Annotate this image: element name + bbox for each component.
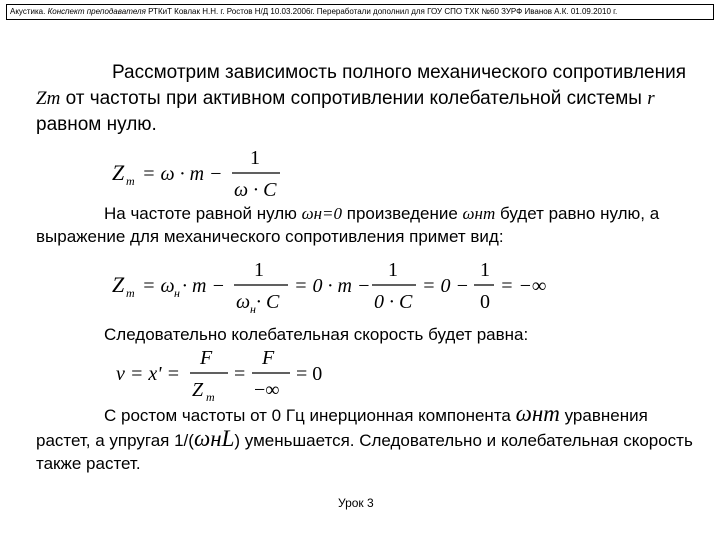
variable-omega-m: ωнm (462, 204, 496, 223)
f3-num2: F (262, 347, 275, 369)
paragraph-velocity: Следовательно колебательная скорость будет равна: (104, 325, 529, 344)
f3-num1: F (200, 347, 213, 369)
paragraph-intro-text-3: равном нулю. (36, 114, 157, 135)
f1-denominator: ω · C (234, 179, 277, 201)
header-doc-type: Конспект преподавателя (47, 7, 146, 16)
paragraph-intro (36, 60, 696, 138)
paragraph-growth-text-1: С ростом частоты от 0 Гц инерционная компонента (104, 406, 516, 425)
formula-impedance (110, 146, 290, 202)
f2-den3: 0 (480, 291, 490, 313)
f1-numerator: 1 (250, 147, 260, 169)
f2-num2: 1 (388, 259, 398, 281)
variable-omega-l: ωнL (193, 426, 235, 451)
f2-num3: 1 (480, 259, 490, 281)
paragraph-intro-text-1: Рассмотрим зависимость полного механического сопротивления (112, 62, 686, 83)
f2-eq4: = −∞ (500, 275, 547, 297)
paragraph-intro-text-2: от частоты при активном сопротивлении колебательной системы (60, 88, 648, 109)
f2-sub: m (126, 286, 135, 300)
f2-den1-sub: н (250, 302, 256, 314)
paragraph-growth-text-3: ) уменьшается. Следовательно и колебательная скорость также растет. (36, 431, 693, 473)
header-subject: Акустика. (10, 7, 46, 16)
f3-den1: Z (192, 379, 204, 401)
f1-rhs: = ω · m − (142, 163, 223, 185)
f1-lhs: Z (112, 160, 125, 185)
f3-lhs: v = x' = (116, 363, 181, 385)
variable-omega-zero: ωн=0 (301, 204, 343, 223)
f2-subn: н (174, 286, 180, 300)
f1-sub: m (126, 174, 135, 188)
f2-den1-tail: · C (256, 291, 280, 313)
paragraph-zero-text-2: произведение (342, 204, 463, 223)
f3-den2: −∞ (254, 379, 280, 401)
variable-r: r (647, 88, 655, 109)
f3-den1-sub: m (206, 390, 215, 402)
variable-zm: Zm (36, 88, 61, 109)
paragraph-zero-text-1: На частоте равной нулю (104, 204, 302, 223)
paragraph-zero-frequency (36, 202, 696, 248)
f2-den2: 0 · C (374, 291, 413, 313)
f2-eq3: = 0 − (422, 275, 469, 297)
formula-impedance-zero (110, 258, 610, 314)
paragraph-growth-text-2: уравнения растет, а упругая 1/( (36, 406, 648, 450)
formula-velocity (116, 346, 336, 402)
f3-eq2: = (234, 363, 246, 385)
f2-den1: ω (236, 291, 251, 313)
paragraph-zero-text-3: будет равно нулю, а выражение для механического сопротивления примет вид: (36, 204, 660, 246)
f2-eq1: = ω (142, 275, 175, 297)
document-header (6, 4, 714, 20)
f3-eq3: = 0 (296, 363, 323, 385)
header-credits: РТКиТ Ковлак Н.Н. г. Ростов Н/Д 10.03.2006г. Переработали дополнил для ГОУ СПО ТХК №60 ЗУРФ Иванов А.К. 01.09.2010 г. (148, 7, 618, 16)
f2-mid: · m − (182, 275, 225, 297)
f2-lhs: Z (112, 272, 125, 297)
paragraph-frequency-growth (36, 402, 696, 475)
f2-num1: 1 (254, 259, 264, 281)
variable-omega-m-inertial: ωнm (515, 401, 560, 426)
page-footer-lesson: Урок 3 (338, 496, 374, 510)
f2-eq2: = 0 · m − (294, 275, 371, 297)
